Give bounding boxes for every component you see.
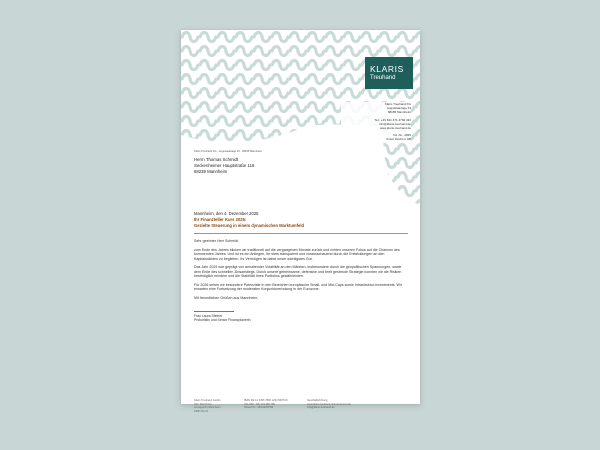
reference-code: Unser Zeichen: AB	[385, 137, 411, 142]
footer-column-contact	[307, 399, 407, 413]
footer-text: Steuer-Nr.: 38/234/56789	[244, 406, 274, 410]
sender-web: www.klaris-treuhand.de	[379, 126, 411, 131]
sender-address-block	[341, 102, 411, 142]
closing: Mit freundlichen Grüßen aus Mannheim,	[194, 296, 259, 301]
logo-subtitle: Treuhand	[370, 74, 396, 81]
footer-text: Geschäftsführung	[307, 399, 328, 402]
footer-column-bank	[244, 399, 307, 413]
salutation: Sehr geehrter Herr Schmidt,	[194, 239, 239, 243]
footer-text: www.klaris-treuhand.de/impressum.de	[307, 402, 351, 406]
recipient-city: 68239 Mannheim	[194, 169, 228, 174]
sender-city: 68165 Mannheim	[387, 110, 411, 115]
recipient-address	[194, 157, 254, 175]
return-address-line: Klaris Treuhand KG · Augustaanlage 23 · 68165 Mannheim	[194, 150, 263, 153]
signer-role: Prokuristin und Senior Finanzplanerin	[194, 318, 251, 323]
letter-page	[181, 30, 420, 413]
footer-text: USt-IdNr.: DE 123 456 789	[244, 402, 275, 406]
footer-text: HRB 721-01	[194, 409, 209, 413]
sender-street: Augustaanlage 23	[386, 106, 411, 111]
sender-phone: Tel.: +49 621 471 4766 432	[374, 117, 411, 122]
sender-email: info@klaris-treuhand.de	[379, 121, 411, 126]
logo-wordmark: KLARIS	[370, 63, 404, 74]
paragraph-3: Für 2026 sehen wir besondere Potenziale in den Bereichen europäische Small- und Mid-Caps sowie Infrastruktur-Investments. Wir erwarten eine Fortsetzung der moderaten Konjunkturerholung in der Eurozone.	[194, 283, 402, 292]
footer-text: IBAN DE 12 3456 7890 1234 5678 00	[244, 399, 288, 402]
letter-body	[194, 211, 406, 322]
sender-company: Klaris Treuhand KG	[384, 102, 411, 106]
letter-date: Mannheim, den 4. Dezember 2025	[194, 211, 259, 216]
paragraph-2: Das Jahr 2025 war geprägt von anhaltender Volatilität an den Märkten, insbesondere durch die geopolitischen Spannungen, sowie dem Ende des schnellen Zinsanstiegs. Durch unsere gemeinsame, defensive und breit gestreute Strategie konnten wir die Risiken bestmöglich mindern und die Stabilität Ihres Portfolios gewährleisten.	[194, 265, 402, 279]
signer-name: Frau Laura Steiner	[194, 313, 223, 318]
subject-line-1: Ihr Finanzteller Kurs 2025:	[194, 217, 247, 222]
footer-text: Amtsgericht Mannheim	[194, 406, 221, 410]
customer-number: Kd.-Nr.: 2025	[393, 133, 411, 138]
footer-text: Klaris Treuhand GmbH	[194, 399, 221, 402]
subject-divider	[194, 233, 408, 234]
paragraph-1: zum Ende des Jahres blicken wir traditionell auf die vergangenen Monate zurück und richten unseren Fokus auf die Chancen des kommenden Jahres. Und ist es ein Anliegen, Ihr stets transparent und vorausschauend durch die Entwicklungen an den Kapitalmärkten zu begleiten. Ihr Vermögen ist dabei unser wichtigstes Gut.	[194, 247, 400, 261]
subject-line-2: Gezielte Steuerung in einem dynamischen Marktumfeld	[194, 223, 305, 228]
recipient-name: Herrn Thomas Schmidt	[194, 157, 239, 162]
footer-text: Sitz: Mannheim	[194, 402, 212, 406]
letter-footer	[194, 399, 414, 413]
signature-line	[194, 311, 234, 312]
footer-column-company	[194, 399, 244, 413]
recipient-street: Seckenheimer Hauptstraße 118	[194, 163, 255, 168]
company-logo	[365, 57, 413, 89]
footer-text: info@klaris-treuhand.de	[307, 406, 335, 410]
